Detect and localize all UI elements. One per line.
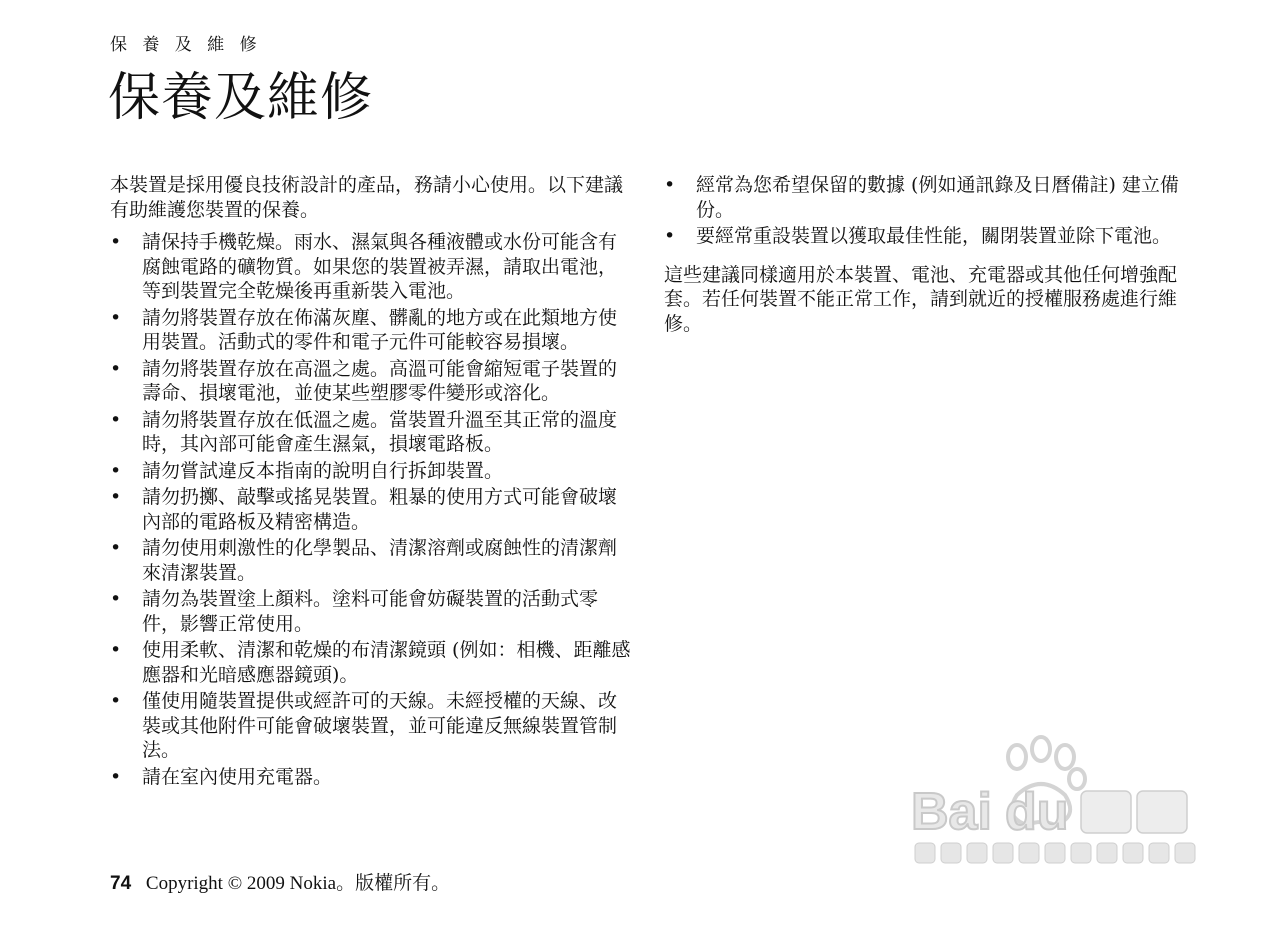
bullet-icon: • xyxy=(110,588,122,610)
care-tip-item xyxy=(664,224,1194,249)
care-tip-item xyxy=(110,689,632,763)
care-tip-item xyxy=(110,408,632,457)
svg-text:Bai: Bai xyxy=(911,783,992,841)
care-tip-item xyxy=(110,485,632,534)
bullet-icon: • xyxy=(110,537,122,559)
closing-paragraph: 這些建議同樣適用於本裝置、電池、充電器或其他任何增強配套。若任何裝置不能正常工作，請到就近的授權服務處進行維修。 xyxy=(664,263,1178,335)
bullet-icon: • xyxy=(110,408,122,431)
care-tip-text: 請勿扔擲、敲擊或搖晃裝置。粗暴的使用方式可能會破壞內部的電路板及精密構造。 xyxy=(142,486,618,533)
page-title: 保養及維修 xyxy=(108,68,374,128)
care-tip-text: 請勿為裝置塗上顏料。塗料可能會妨礙裝置的活動式零件，影響正常使用。 xyxy=(142,588,599,635)
care-tip-item xyxy=(110,587,632,636)
running-header: 保 養 及 維 修 xyxy=(110,35,262,55)
care-tip-item xyxy=(664,173,1194,222)
bullet-icon: • xyxy=(110,459,122,482)
copyright-notice: Copyright © 2009 Nokia。版權所有。 xyxy=(145,873,451,894)
care-tip-text: 請保持手機乾燥。雨水、濕氣與各種液體或水份可能含有腐蝕電路的礦物質。如果您的裝置被弄濕，請取出電池，等到裝置完全乾燥後再重新裝入電池。 xyxy=(142,231,618,302)
bullet-icon: • xyxy=(110,639,122,661)
intro-paragraph: 本裝置是採用優良技術設計的產品，務請小心使用。以下建議有助維護您裝置的保養。 xyxy=(110,174,624,221)
care-tips-list xyxy=(110,230,632,789)
care-tip-item xyxy=(110,306,632,355)
page-number: 74 xyxy=(110,873,132,894)
bullet-icon: • xyxy=(110,765,122,788)
bullet-icon: • xyxy=(110,690,122,712)
care-tip-item xyxy=(110,536,632,585)
bullet-icon: • xyxy=(110,306,122,329)
care-tip-item xyxy=(110,765,632,790)
care-tip-item xyxy=(110,638,632,687)
care-tip-text: 請勿將裝置存放在低溫之處。當裝置升溫至其正常的溫度時，其內部可能會產生濕氣，損壞電路板。 xyxy=(142,408,618,455)
svg-text:du: du xyxy=(1005,783,1069,841)
care-tip-text: 請勿將裝置存放在高溫之處。高溫可能會縮短電子裝置的壽命、損壞電池，並使某些塑膠零件變形或溶化。 xyxy=(142,357,618,404)
baidu-jingyan-paw-icon xyxy=(905,735,1205,875)
care-tip-text: 請勿使用刺激性的化學製品、清潔溶劑或腐蝕性的清潔劑來清潔裝置。 xyxy=(142,537,618,584)
bullet-icon: • xyxy=(664,225,676,247)
bullet-icon: • xyxy=(664,174,676,196)
care-tip-item xyxy=(110,459,632,484)
care-tips-list-continued xyxy=(664,173,1194,249)
page-footer xyxy=(110,872,450,896)
care-tip-text: 經常為您希望保留的數據 (例如通訊錄及日曆備註) 建立備份。 xyxy=(696,174,1179,221)
left-column xyxy=(110,173,632,791)
care-tip-text: 請勿將裝置存放在佈滿灰塵、髒亂的地方或在此類地方使用裝置。活動式的零件和電子元件可能較容易損壞。 xyxy=(142,306,618,353)
bullet-icon: • xyxy=(110,486,122,508)
bullet-icon: • xyxy=(110,357,122,380)
care-tip-text: 要經常重設裝置以獲取最佳性能，關閉裝置並除下電池。 xyxy=(696,225,1172,247)
care-tip-text: 請在室內使用充電器。 xyxy=(142,765,333,788)
care-tip-text: 僅使用隨裝置提供或經許可的天線。未經授權的天線、改裝或其他附件可能會破壞裝置，並可能違反無線裝置管制法。 xyxy=(142,690,618,761)
care-tip-item xyxy=(110,230,632,304)
care-tip-text: 請勿嘗試違反本指南的說明自行拆卸裝置。 xyxy=(142,459,504,482)
care-tip-text: 使用柔軟、清潔和乾燥的布清潔鏡頭 (例如：相機、距離感應器和光暗感應器鏡頭)。 xyxy=(142,639,631,686)
care-tip-item xyxy=(110,357,632,406)
bullet-icon: • xyxy=(110,231,122,253)
right-column xyxy=(664,173,1194,336)
